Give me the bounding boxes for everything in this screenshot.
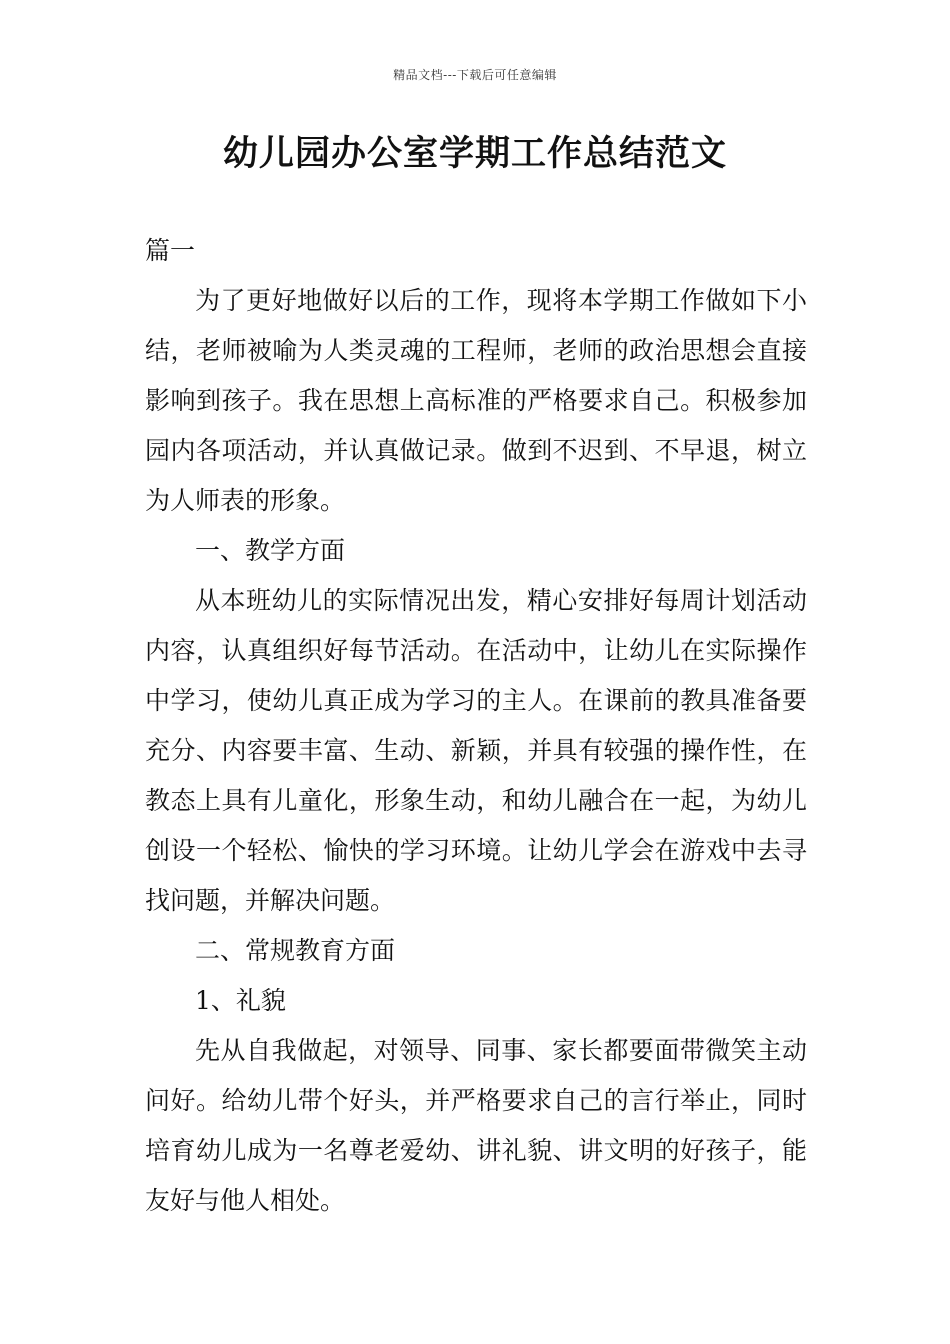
document-title: 幼儿园办公室学期工作总结范文 — [222, 133, 727, 174]
section-label: 篇一 — [145, 236, 196, 265]
paragraph-teaching: 从本班幼儿的实际情况出发，精心安排好每周计划活动内容，认真组织好每节活动。在活动中，让幼儿在实际操作中学习，使幼儿真正成为学习的主人。在课前的教具准备要充分、内容要丰富、生动、新颖，并具有较强的操作性，在教态上具有儿童化，形象生动，和幼儿融合在一起，为幼儿创设一个轻松、愉快的学习环境。让幼儿学会在游戏中去寻找问题，并解决问题。 — [145, 586, 807, 915]
document-body — [145, 226, 807, 1226]
heading-routine: 二、常规教育方面 — [195, 936, 396, 965]
header-note: 精品文档---下载后可任意编辑 — [393, 68, 557, 82]
paragraph-manners: 先从自我做起，对领导、同事、家长都要面带微笑主动问好。给幼儿带个好头，并严格要求自己的言行举止，同时培育幼儿成为一名尊老爱幼、讲礼貌、讲文明的好孩子，能友好与他人相处。 — [145, 1036, 807, 1215]
heading-manners: 1、礼貌 — [195, 986, 286, 1015]
paragraph-intro: 为了更好地做好以后的工作，现将本学期工作做如下小结，老师被喻为人类灵魂的工程师，老师的政治思想会直接影响到孩子。我在思想上高标准的严格要求自己。积极参加园内各项活动，并认真做记录。做到不迟到、不早退，树立为人师表的形象。 — [145, 286, 807, 515]
heading-teaching: 一、教学方面 — [195, 536, 346, 565]
